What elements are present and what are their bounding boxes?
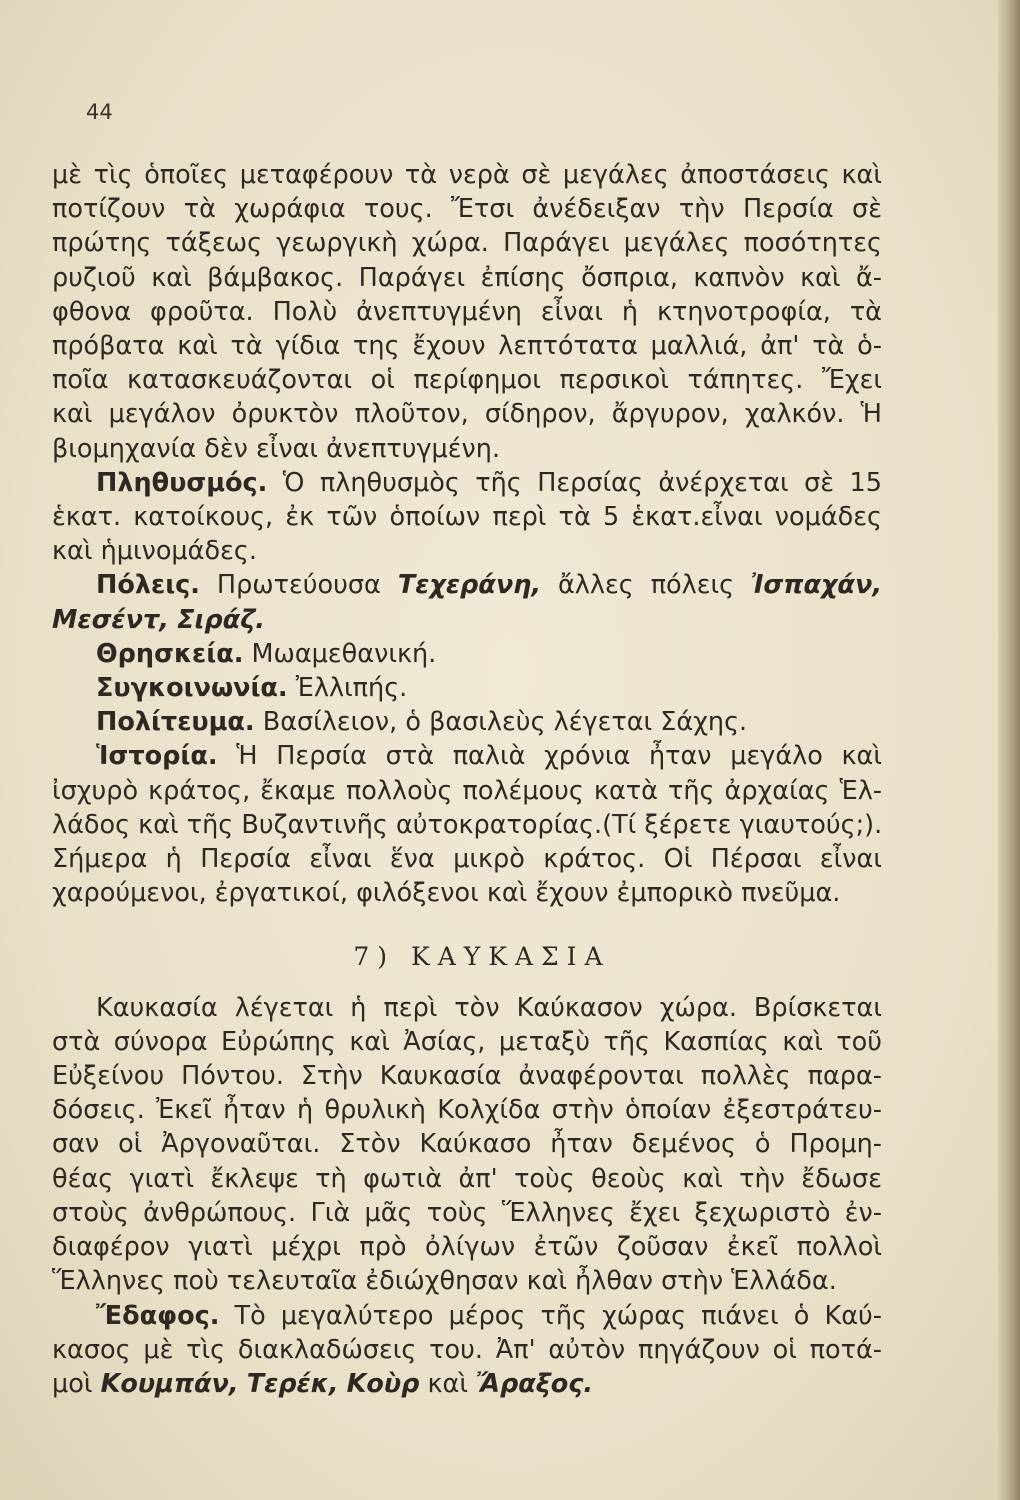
text-line: στὰ σύνορα Εὐρώπης καὶ Ἀσίας, μεταξὺ τῆς Κασπίας καὶ τοῦ	[52, 1026, 882, 1057]
population-label: Πληθυσμός.	[96, 467, 268, 498]
government-line	[52, 705, 882, 739]
text-line: ἰσχυρὸ κράτος, ἔκαμε πολλοὺς πολέμους κατὰ τῆς ἀρχαίας Ἑλ-	[52, 775, 882, 806]
river-name: Ἄραξος.	[476, 1368, 594, 1399]
page-edge	[998, 0, 1020, 1500]
terrain-text: Τὸ μεγαλύτερο μέρος τῆς χώρας πιάνει ὁ Καύ-	[234, 1300, 883, 1331]
river-name: Κουμπάν,	[100, 1368, 239, 1399]
text-line: ἑκατ. κατοίκους, ἐκ τῶν ὁποίων περὶ τὰ 5 ἑκατ.εἶναι νομάδες	[52, 502, 882, 533]
city-name: Ἰσπαχάν,	[751, 570, 883, 601]
population-line	[52, 466, 882, 500]
text-line: βιομηχανία δὲν εἶναι ἀνεπτυγμένη.	[52, 433, 501, 464]
text-line: πρώτης τάξεως γεωργικὴ χώρα. Παράγει μεγάλες ποσότητες	[52, 228, 882, 259]
text-line: Σήμερα ἡ Περσία εἶναι ἕνα μικρὸ κράτος. Οἱ Πέρσαι εἶναι	[52, 844, 882, 875]
government-label: Πολίτευμα.	[96, 707, 255, 738]
population-text: Ὁ πληθυσμὸς τῆς Περσίας ἀνέρχεται σὲ 15	[282, 467, 882, 498]
text-line: χαρούμενοι, ἐργατικοί, φιλόξενοι καὶ ἔχουν ἐμπορικὸ πνεῦμα.	[52, 878, 841, 909]
rivers-text: μοὶ	[52, 1368, 93, 1399]
river-name: Τερέκ,	[246, 1368, 339, 1399]
text-line: σαν οἱ Ἀργοναῦται. Στὸν Καύκασο ἦταν δεμένος ὁ Προμη-	[52, 1129, 882, 1160]
section-heading: 7) ΚΑΥΚΑΣΙΑ	[353, 942, 611, 972]
transport-label: Συγκοινωνία.	[96, 673, 288, 704]
cities-text: Πρωτεύουσα	[216, 570, 381, 601]
text-line: Εὐξείνου Πόντου. Στὴν Καυκασία ἀναφέρονται πολλὲς παρα-	[52, 1061, 882, 1092]
government-value: Βασίλειον, ὁ βασιλεὺς λέγεται Σάχης.	[262, 707, 748, 738]
text-line: καὶ μεγάλον ὀρυκτὸν πλοῦτον, σίδηρον, ἄργυρον, χαλκόν. Ἡ	[52, 399, 882, 430]
terrain-line	[52, 1299, 882, 1333]
religion-label: Θρησκεία.	[96, 638, 244, 669]
text-line: δόσεις. Ἐκεῖ ἦταν ἡ θρυλικὴ Κολχίδα στὴν ὁποίαν ἐξεστράτευ-	[52, 1095, 882, 1126]
text-line: λάδος καὶ τῆς Βυζαντινῆς αὐτοκρατορίας.(Τί ξέρετε γιαυτούς;).	[52, 809, 883, 840]
text-line: ποῖα κατασκευάζονται οἱ περίφημοι περσικοὶ τάπητες. Ἔχει	[52, 365, 882, 396]
city-name: Μεσέντ,	[52, 604, 169, 635]
text-line: πρόβατα καὶ τὰ γίδια της ἔχουν λεπτότατα μαλλιά, ἀπ' τὰ ὁ-	[52, 331, 882, 362]
history-label: Ἱστορία.	[96, 741, 218, 772]
cities-label: Πόλεις.	[96, 570, 200, 601]
rivers-line	[52, 1367, 882, 1401]
text-line: μὲ τὶς ὁποῖες μεταφέρουν τὰ νερὰ σὲ μεγάλες ἀποστάσεις καὶ	[52, 160, 882, 190]
body-text	[52, 158, 882, 1401]
cities-line-2	[52, 603, 882, 637]
page-number: 44	[86, 100, 113, 124]
text-line: Ἕλληνες ποὺ τελευταῖα ἐδιώχθησαν καὶ ἦλθαν στὴν Ἑλλάδα.	[52, 1266, 837, 1297]
transport-value: Ἐλλιπής.	[295, 673, 408, 704]
text-line: φθονα φροῦτα. Πολὺ ἀνεπτυγμένη εἶναι ἡ κτηνοτροφία, τὰ	[52, 296, 882, 327]
text-line: θέας γιατὶ ἔκλεψε τὴ φωτιὰ ἀπ' τοὺς θεοὺς καὶ τὴν ἔδωσε	[52, 1163, 882, 1194]
text-line: κασος μὲ τὶς διακλαδώσεις του. Ἀπ' αὐτὸν πηγάζουν οἱ ποτά-	[52, 1334, 882, 1365]
river-name: Κοὺρ	[346, 1368, 420, 1399]
text-line: στοὺς ἀνθρώπους. Γιὰ μᾶς τοὺς Ἕλληνες ἔχει ξεχωριστὸ ἐν-	[52, 1197, 882, 1228]
rivers-text: καὶ	[427, 1368, 468, 1399]
transport-line	[52, 671, 882, 705]
capital-name: Τεχεράνη,	[397, 570, 542, 601]
history-line	[52, 739, 882, 773]
text-line: ρυζιοῦ καὶ βάμβακος. Παράγει ἐπίσης ὄσπρια, καπνὸν καὶ ἄ-	[52, 262, 882, 293]
text-line: καὶ ἡμινομάδες.	[52, 536, 257, 567]
text-line: διαφέρον γιατὶ μέχρι πρὸ ὀλίγων ἐτῶν ζοῦσαν ἐκεῖ πολλοὶ	[52, 1232, 882, 1263]
religion-value: Μωαμεθανική.	[251, 638, 437, 669]
text-line: Καυκασία λέγεται ἡ περὶ τὸν Καύκασον χώρα. Βρίσκεται	[96, 992, 882, 1023]
cities-line	[52, 568, 882, 602]
history-text: Ἡ Περσία στὰ παλιὰ χρόνια ἦταν μεγάλο καὶ	[236, 741, 882, 772]
cities-text: ἄλλες πόλεις	[558, 570, 735, 601]
text-line: ποτίζουν τὰ χωράφια τους. Ἔτσι ἀνέδειξαν τὴν Περσία σὲ	[52, 194, 882, 225]
city-name: Σιράζ.	[177, 604, 265, 635]
terrain-label: Ἔδαφος.	[96, 1300, 220, 1331]
religion-line	[52, 637, 882, 671]
